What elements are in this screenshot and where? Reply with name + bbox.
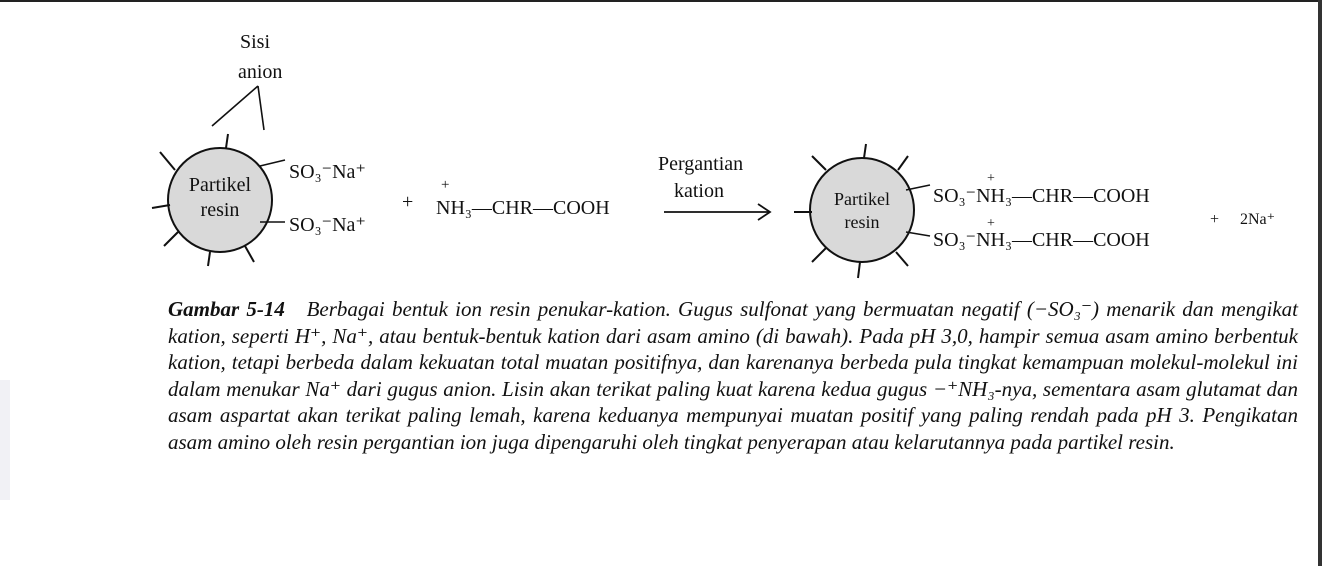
anion-site-pointer xyxy=(212,86,264,130)
reaction-arrow xyxy=(664,204,770,220)
scan-shadow-left xyxy=(0,380,10,500)
left-resin-label-line2: resin xyxy=(200,199,240,221)
sodium-product: 2Na⁺ xyxy=(1240,211,1276,228)
left-resin-label-line1: Partikel xyxy=(188,174,252,196)
anion-site-label-line2: anion xyxy=(238,61,283,83)
right-resin-label xyxy=(812,188,912,233)
anion-site-label-line1: Sisi xyxy=(240,31,271,53)
right-group-top: SO₃⁻NH₃—CHR—COOH xyxy=(933,185,1150,207)
ion-exchange-figure xyxy=(0,0,1322,280)
caption-title: Gambar 5-14 xyxy=(168,297,285,321)
plus-sign-1: + xyxy=(402,191,414,213)
right-resin-label-line2: resin xyxy=(844,211,880,232)
right-group-top-charge: + xyxy=(987,171,995,186)
caption-body: Berbagai bentuk ion resin penukar-kation. Gugus sulfonat yang bermuatan negatif (−SO₃⁻) menarik dan mengikat kation, seperti H⁺, Na⁺, atau bentuk-bentuk kation dari asam amino (di bawah). Pada pH 3,0, hampir semua asam amino berbentuk kation, tetapi berbeda dalam kekuatan total muatan positifnya, dan karenanya berbeda pula tingkat kemampuan molekul-molekul ini dalam menukar Na⁺ dari gugus anion. Lisin akan terikat paling kuat karena kedua gugus −⁺NH₃-nya, sementara asam glutamat dan asam aspartat akan terikat paling lemah, karena keduanya mempunyai muatan positif yang paling rendah pada pH 3. Pengikatan asam amino oleh resin pergantian ion juga dipengaruhi oleh tingkat penyerapan atau kelarutannya pada partikel resin. xyxy=(168,297,1299,454)
right-group-bottom: SO₃⁻NH₃—CHR—COOH xyxy=(933,229,1150,251)
right-resin-label-line1: Partikel xyxy=(834,189,890,209)
left-group-top: SO₃⁻Na⁺ xyxy=(289,161,366,183)
plus-sign-2: + xyxy=(1210,211,1220,228)
amino-nitrogen-charge: + xyxy=(441,177,450,193)
figure-caption xyxy=(168,296,1298,455)
left-group-bottom: SO₃⁻Na⁺ xyxy=(289,214,366,236)
left-resin-label xyxy=(170,173,270,223)
amino-acid-formula: NH₃—CHR—COOH xyxy=(436,197,610,219)
arrow-label-line1: Pergantian xyxy=(658,153,744,175)
arrow-label-line2: kation xyxy=(674,180,724,202)
right-group-bottom-charge: + xyxy=(987,216,995,231)
